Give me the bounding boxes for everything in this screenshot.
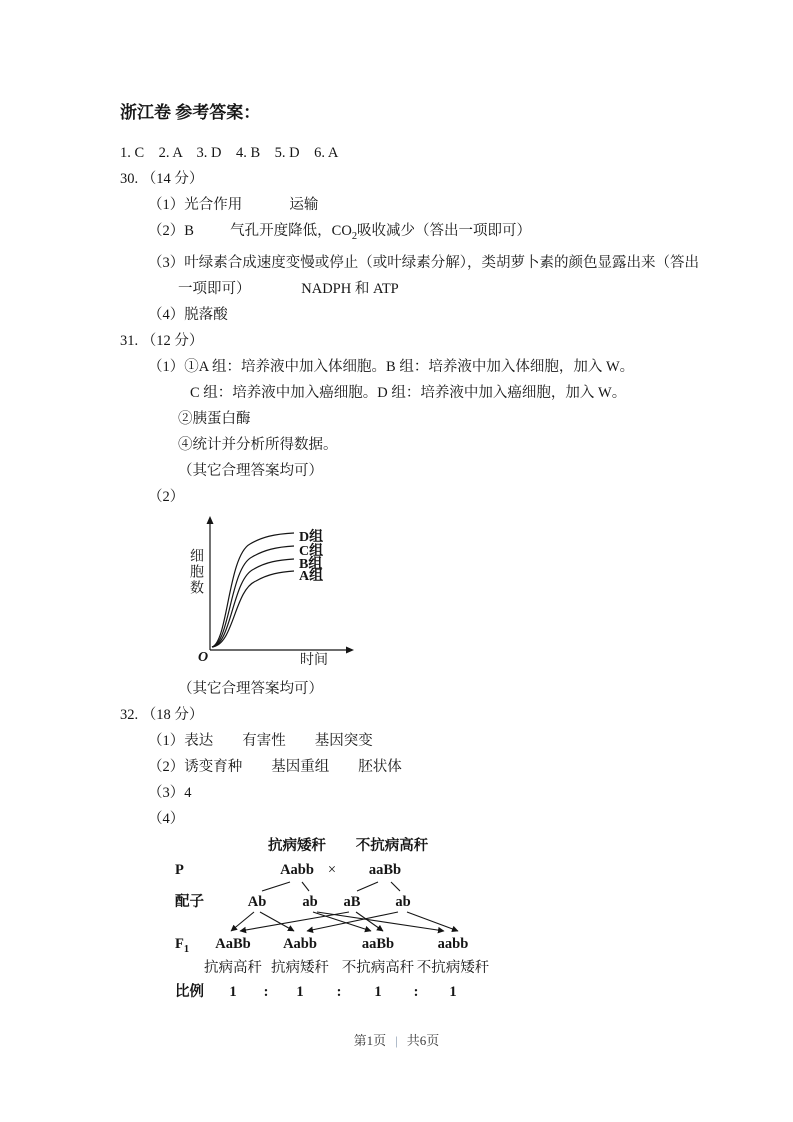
- q31-answer-1-line2: C 组：培养液中加入癌细胞。D 组：培养液中加入癌细胞，加入 W。: [190, 384, 627, 401]
- q32-answer-3: （3）4: [148, 784, 192, 801]
- q31-answer-4: ④统计并分析所得数据。: [178, 436, 338, 453]
- q32-answer-2: （2）诱变育种 基因重组 胚状体: [148, 758, 402, 775]
- f1-genotype-2: Aabb: [283, 935, 317, 952]
- cross-sign: ×: [327, 861, 337, 878]
- q30-header: 30. （14 分）: [120, 171, 204, 187]
- ratio-colon-3: :: [413, 983, 419, 1000]
- q30-answer-3-line1: （3）叶绿素合成速度变慢或停止（或叶绿素分解），类胡萝卜素的颜色显露出来（答出: [148, 254, 699, 271]
- ratio-3: 1: [374, 983, 382, 1000]
- q30-answer-4: （4）脱落酸: [148, 306, 228, 323]
- f1-phenotype-2: 抗病矮秆: [271, 959, 329, 976]
- curve-label-group-a: A组: [299, 568, 324, 584]
- ratio-4: 1: [449, 983, 457, 1000]
- q30-answer-3-line2: 一项即可） NADPH 和 ATP: [178, 280, 399, 297]
- ratio-colon-1: :: [263, 983, 269, 1000]
- parent-right-genotype: aaBb: [368, 861, 402, 878]
- answer-sheet: [120, 98, 740, 1008]
- ratio-colon-2: :: [336, 983, 342, 1000]
- curve-label-group-b: B组: [299, 556, 323, 572]
- q30-answer-2-suffix: 吸收减少（答出一项即可）: [357, 223, 532, 239]
- q32-part-4-label: （4）: [148, 810, 185, 827]
- parent-left-phenotype: 抗病矮秆: [268, 837, 326, 854]
- f1-genotype-4: aabb: [437, 935, 469, 952]
- chart-origin-label: O: [198, 649, 209, 665]
- q30-answer-1: （1）光合作用 运输: [148, 197, 319, 213]
- ratio-2: 1: [296, 983, 304, 1000]
- curve-label-group-c: C组: [299, 543, 324, 559]
- gamete-3: aB: [343, 893, 361, 910]
- q31-alt-answers-note-2: （其它合理答案均可）: [178, 680, 323, 697]
- q32-header: 32. （18 分）: [120, 706, 204, 723]
- co2-subscript: 2: [351, 230, 358, 242]
- f1-phenotype-4: 不抗病矮秆: [416, 959, 490, 976]
- gamete-1: Ab: [247, 893, 267, 910]
- cross-lines: [170, 836, 530, 1008]
- ratio-1: 1: [229, 983, 237, 1000]
- multiple-choice-answers: 1. C 2. A 3. D 4. B 5. D 6. A: [120, 145, 339, 161]
- gamete-4: ab: [395, 893, 411, 910]
- q31-answer-2: ②胰蛋白酶: [178, 410, 251, 427]
- f1-label-subscript: 1: [183, 943, 190, 955]
- cell-growth-chart: [172, 514, 432, 674]
- ratio-row-label: 比例: [175, 983, 204, 1000]
- footer-page-number: 第1页: [353, 1033, 387, 1048]
- footer-page-total: 共6页: [406, 1033, 440, 1048]
- f1-label-base: F: [175, 935, 184, 952]
- f1-phenotype-1: 抗病高秆: [204, 959, 262, 976]
- chart-y-axis-label: 细胞数: [188, 547, 203, 596]
- page-footer: [0, 1030, 793, 1049]
- p-generation-label: P: [175, 861, 184, 878]
- curve-label-group-d: D组: [299, 529, 324, 545]
- f1-phenotype-3: 不抗病高秆: [341, 959, 415, 976]
- q31-part-2-label: （2）: [148, 488, 185, 505]
- q31-alt-answers-note-1: （其它合理答案均可）: [178, 462, 323, 479]
- q32-answer-1: （1）表达 有害性 基因突变: [148, 732, 373, 749]
- f1-genotype-1: AaBb: [215, 935, 251, 952]
- q30-answer-2: [148, 218, 740, 250]
- f1-row-label: [175, 934, 189, 960]
- q31-header: 31. （12 分）: [120, 332, 204, 349]
- parent-right-phenotype: 不抗病高秆: [355, 837, 429, 854]
- q30-answer-2-prefix: （2）B 气孔开度降低，CO: [148, 223, 352, 239]
- parent-left-genotype: Aabb: [280, 861, 314, 878]
- page-title: 浙江卷 参考答案：: [120, 103, 261, 122]
- chart-x-axis-label: 时间: [300, 652, 328, 668]
- genetic-cross-diagram: [170, 836, 530, 1008]
- q31-answer-1-line1: （1）①A 组：培养液中加入体细胞。B 组：培养液中加入体细胞，加入 W。: [148, 358, 635, 375]
- footer-divider: |: [395, 1033, 398, 1048]
- gametes-row-label: 配子: [175, 893, 204, 910]
- f1-genotype-3: aaBb: [361, 935, 395, 952]
- gamete-2: ab: [302, 893, 318, 910]
